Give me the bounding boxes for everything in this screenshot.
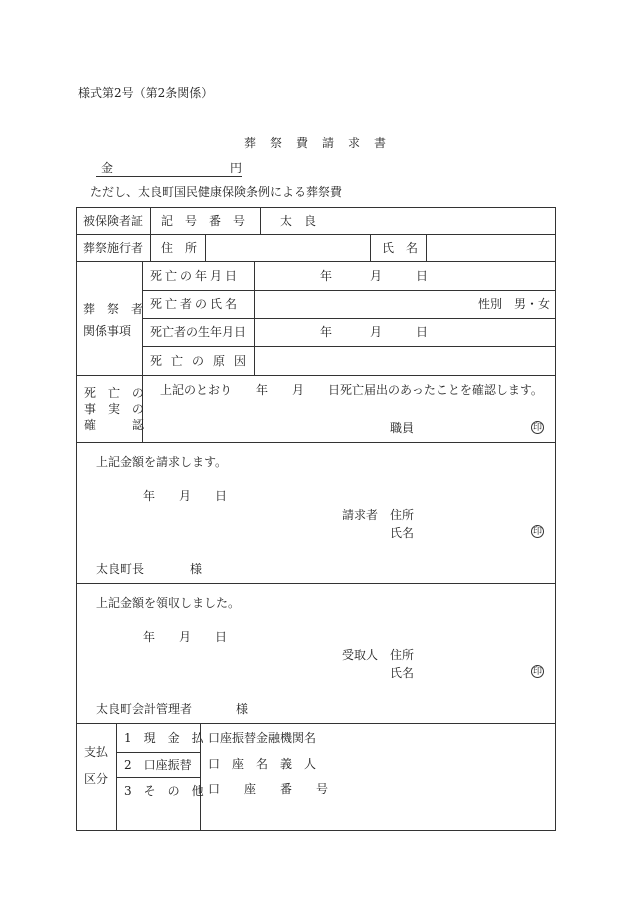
claimant-name-label: 氏名 (390, 526, 415, 540)
receipt-day: 日 (215, 630, 228, 644)
receipt-year: 年 (143, 630, 156, 644)
staff-label: 職員 (390, 421, 415, 435)
birth-date-month: 月 (370, 325, 383, 339)
section3-label-line1: 葬 祭 者 (83, 302, 144, 316)
section4-label-line3: 確 認 (84, 418, 145, 432)
amount-unit: 円 (230, 161, 243, 175)
deceased-name-label: 死亡者の氏名 (150, 297, 241, 311)
death-date-label: 死亡の年月日 (150, 269, 241, 283)
insurance-card-label: 被保険者証 (83, 214, 144, 228)
section3-label-line2: 関係事項 (83, 324, 132, 338)
amount-underline (96, 176, 242, 177)
claim-month: 月 (179, 489, 192, 503)
bank-name-label: 口座振替金融機関名 (208, 731, 317, 745)
payment-label-line1: 支払 (84, 745, 109, 759)
organizer-address-label: 住 所 (161, 241, 198, 255)
payment-option-cash: 1 現 金 払 (124, 731, 204, 745)
section4-label-line2: 事 実 の (84, 402, 145, 416)
receipt-addressee: 太良町会計管理者 (96, 702, 193, 716)
code-number-prefix: 太 良 (280, 214, 317, 228)
amount-prefix: 金 (101, 161, 114, 175)
claim-day: 日 (215, 489, 228, 503)
code-number-label: 記 号 番 号 (161, 214, 246, 228)
claim-text: 上記金額を請求します。 (96, 455, 228, 469)
section4-label-line1: 死 亡 の (84, 386, 145, 400)
claim-addressee: 太良町長 (96, 562, 145, 576)
receipt-month: 月 (179, 630, 192, 644)
payment-option-transfer: 2 口座振替 (124, 758, 192, 772)
payment-option-other: 3 そ の 他 (124, 784, 204, 798)
receiver-label: 受取人 (342, 648, 379, 662)
funeral-organizer-label: 葬祭施行者 (83, 241, 144, 255)
note-text: ただし、太良町国民健康保険条例による葬祭費 (90, 185, 343, 199)
receipt-text: 上記金額を領収しました。 (96, 596, 241, 610)
death-date-year: 年 (320, 269, 333, 283)
staff-seal-icon: 印 (532, 423, 542, 433)
page-title: 葬 祭 費 請 求 書 (244, 136, 388, 150)
birth-date-label: 死亡者の生年月日 (150, 325, 247, 339)
claim-year: 年 (143, 489, 156, 503)
gender-label: 性別 (478, 297, 503, 311)
claimant-address-label: 住所 (390, 508, 415, 522)
account-holder-label: 口 座 名 義 人 (208, 757, 317, 771)
birth-date-year: 年 (320, 325, 333, 339)
claim-honorific: 様 (190, 562, 203, 576)
payment-label-line2: 区分 (84, 772, 109, 786)
receipt-honorific: 様 (236, 702, 249, 716)
death-cause-label: 死亡の原因 (150, 354, 256, 368)
form-code: 様式第2号（第2条関係） (78, 86, 214, 100)
claimant-label: 請求者 (342, 508, 379, 522)
death-confirmation-text: 上記のとおり 年 月 日死亡届出のあったことを確認します。 (160, 383, 543, 397)
receiver-address-label: 住所 (390, 648, 415, 662)
death-date-day: 日 (416, 269, 429, 283)
birth-date-day: 日 (416, 325, 429, 339)
receiver-name-label: 氏名 (390, 666, 415, 680)
receiver-seal-icon: 印 (532, 667, 542, 677)
gender-options: 男・女 (514, 297, 551, 311)
organizer-name-label: 氏 名 (382, 241, 419, 255)
claimant-seal-icon: 印 (532, 527, 542, 537)
account-number-label: 口 座 番 号 (208, 782, 329, 796)
death-date-month: 月 (370, 269, 383, 283)
